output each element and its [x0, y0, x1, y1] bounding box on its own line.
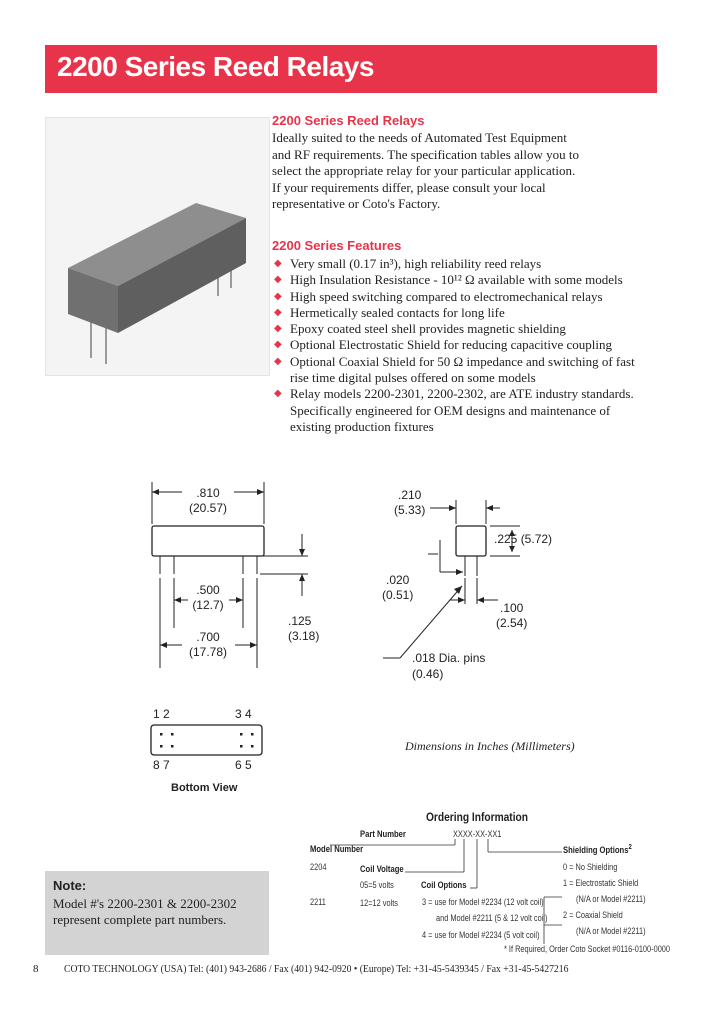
pin-span1-mm-label: (12.7): [192, 598, 224, 612]
diamond-bullet-icon: ◆: [274, 388, 282, 400]
width-mm-label: (5.33): [394, 503, 426, 517]
length-mm-label: (20.57): [188, 501, 228, 515]
note-title: Note:: [53, 878, 87, 893]
shielding-option-1: 1 = Electrostatic Shield: [563, 878, 639, 888]
diamond-bullet-icon: ◆: [274, 258, 282, 269]
bottom-view-pins-8-7: 8 7: [153, 758, 170, 772]
feature-item: ◆ High speed switching compared to electromechanical relays: [274, 288, 603, 304]
page-title: 2200 Series Reed Relays: [57, 51, 374, 82]
feature-item: ◆ Very small (0.17 in³), high reliability reed relays: [274, 256, 542, 271]
diamond-bullet-icon: ◆: [274, 274, 282, 286]
side-view-drawing: [140, 478, 340, 678]
pin-diameter-mm-label: (0.46): [412, 667, 444, 681]
note-box: [45, 871, 269, 955]
shielding-option-0: 0 = No Shielding: [563, 862, 618, 872]
footer-contact: COTO TECHNOLOGY (USA) Tel: (401) 943-2686 / Fax (401) 942-0920 • (Europe) Tel: +31-45-5439345 / Fax +31-45-5427216: [64, 963, 569, 975]
pin-thickness-mm-label: (0.51): [382, 588, 414, 602]
pin-thickness-inch-label: .020: [386, 573, 410, 587]
pin-length-inch-label: .125: [288, 614, 312, 628]
coil-option-3: 3 = use for Model #2234 (12 volt coil): [422, 897, 544, 907]
coil-voltage-5: 05=5 volts: [360, 880, 394, 890]
end-view-drawing: [370, 478, 600, 688]
coil-options-label: Coil Options: [421, 880, 467, 890]
coil-option-3-cont: and Model #2211 (5 & 12 volt coil): [436, 913, 548, 923]
intro-line: Ideally suited to the needs of Automated Test Equipment: [272, 130, 567, 145]
bottom-view-pins-6-5: 6 5: [235, 758, 252, 772]
width-inch-label: .210: [398, 488, 422, 502]
ordering-footnote: * If Required, Order Coto Socket #0116-0100-0000: [504, 944, 671, 954]
ordering-connector-lines: [300, 830, 660, 960]
feature-item: ◆ Optional Electrostatic Shield for reducing capacitive coupling: [274, 337, 613, 353]
model-2211: 2211: [310, 897, 326, 907]
bottom-view-pins-1-2: 1 2: [153, 707, 170, 721]
shielding-option-2: 2 = Coaxial Shield: [563, 910, 623, 920]
pin-span2-inch-label: .700: [196, 630, 220, 644]
pin-span1-inch-label: .500: [196, 583, 220, 597]
diamond-bullet-icon: ◆: [274, 355, 282, 367]
intro-paragraph: [272, 130, 579, 213]
features-heading: 2200 Series Features: [272, 238, 402, 253]
pin-span2-mm-label: (17.78): [188, 645, 228, 659]
feature-item: ◆ High Insulation Resistance - 10¹² Ω available with some models: [274, 272, 623, 288]
part-number-label: Part Number: [360, 829, 406, 839]
intro-line: select the appropriate relay for your particular application.: [272, 163, 576, 178]
bottom-view-outline: [150, 724, 264, 758]
feature-item: ◆ Epoxy coated steel shell provides magnetic shielding: [274, 321, 566, 337]
diamond-bullet-icon: ◆: [274, 306, 282, 318]
model-number-label: Model Number: [310, 844, 364, 854]
intro-line: representative or Coto's Factory.: [272, 196, 441, 211]
pin-length-mm-label: (3.18): [288, 629, 320, 643]
ordering-title: Ordering Information: [426, 810, 528, 824]
coil-option-4: 4 = use for Model #2234 (5 volt coil): [422, 930, 540, 940]
page-footer: [33, 963, 637, 975]
intro-heading: 2200 Series Reed Relays: [272, 113, 425, 128]
bottom-view-pins-3-4: 3 4: [235, 707, 252, 721]
height-label: .225 (5.72): [494, 532, 553, 546]
part-number-format: XXXX-XX-XX1: [453, 829, 502, 839]
reed-relay-image: [46, 118, 269, 375]
title-banner: [45, 45, 657, 93]
coil-voltage-label: Coil Voltage: [360, 864, 404, 874]
intro-line: If your requirements differ, please consult your local: [272, 179, 546, 195]
feature-item: ◆ Relay models 2200-2301, 2200-2302, are ATE industry standards. Specifically engineered for OEM designs and maintenance of existing production fixtures: [274, 386, 634, 434]
pin-pitch-mm-label: (2.54): [496, 616, 528, 630]
features-list: [274, 256, 635, 435]
pin-diameter-label: .018 Dia. pins: [412, 651, 486, 665]
shielding-option-1-note: (N/A or Model #2211): [576, 894, 646, 904]
shielding-options-label: Shielding Options$^2$: [563, 844, 632, 855]
coil-voltage-12: 12=12 volts: [360, 898, 398, 908]
diamond-bullet-icon: ◆: [274, 339, 282, 351]
pin-pitch-inch-label: .100: [500, 601, 524, 615]
diamond-bullet-icon: ◆: [274, 290, 282, 302]
feature-item: ◆ Optional Coaxial Shield for 50 Ω impedance and switching of fast rise time digital pulses offered on some models: [274, 353, 635, 386]
length-inch-label: .810: [196, 486, 220, 500]
note-body: Model #'s 2200-2301 & 2200-2302 represent complete part numbers.: [53, 896, 237, 927]
feature-item: ◆ Hermetically sealed contacts for long life: [274, 304, 505, 320]
diamond-bullet-icon: ◆: [274, 323, 282, 335]
dimensions-caption: Dimensions in Inches (Millimeters): [405, 739, 575, 753]
shielding-option-2-note: (N/A or Model #2211): [576, 926, 646, 936]
intro-line: and RF requirements. The specification tables allow you to: [272, 146, 579, 162]
page-number: 8: [33, 963, 39, 975]
product-photo: [45, 117, 270, 376]
bottom-view-label: Bottom View: [171, 782, 238, 794]
model-2204: 2204: [310, 862, 327, 872]
